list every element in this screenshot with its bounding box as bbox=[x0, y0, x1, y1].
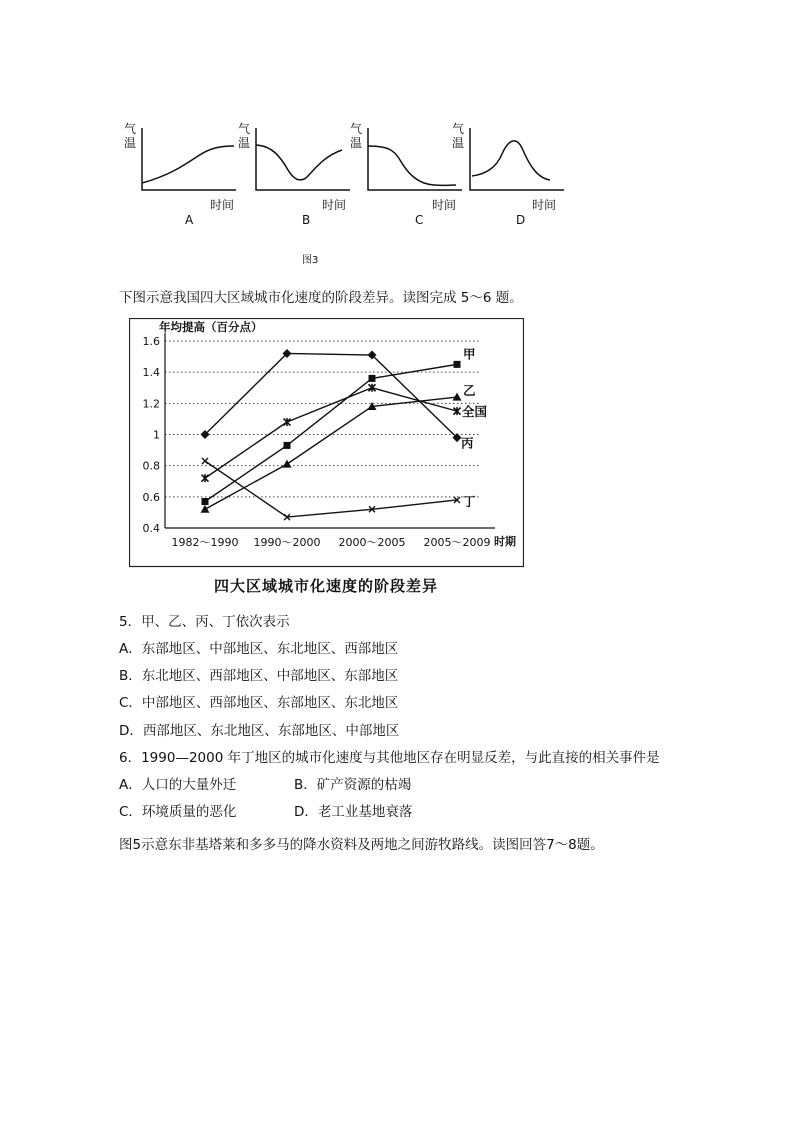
panel-a-letter: A bbox=[185, 213, 194, 227]
x-tick-label: 1990～2000 bbox=[253, 536, 321, 549]
series-label: 全国 bbox=[462, 404, 488, 420]
fig5-intro: 图5示意东非基塔莱和多多马的降水资料及两地之间游牧路线。读图回答7～8题。 bbox=[119, 837, 604, 853]
data-point bbox=[284, 442, 291, 449]
panel-b-plot bbox=[252, 128, 352, 196]
panel-c-letter: C bbox=[415, 213, 424, 227]
y-tick-label: 1 bbox=[153, 428, 160, 442]
q5-option-b[interactable]: B．东北地区、西部地区、中部地区、东部地区 bbox=[119, 668, 399, 684]
series-label: 丁 bbox=[463, 493, 476, 509]
figure-3-caption: 图3 bbox=[302, 255, 319, 266]
panel-b-ylabel: 气 温 bbox=[238, 122, 251, 150]
data-point bbox=[202, 498, 209, 505]
panel-d-curve bbox=[472, 141, 550, 180]
q5-option-d[interactable]: D．西部地区、东北地区、东部地区、中部地区 bbox=[119, 723, 400, 739]
y-tick-label: 0.6 bbox=[142, 490, 160, 504]
panel-c-curve bbox=[368, 146, 456, 185]
data-point bbox=[369, 375, 376, 382]
x-axis-label: 时期 bbox=[494, 535, 516, 548]
panel-d-plot bbox=[466, 128, 566, 196]
panel-a-plot bbox=[138, 128, 238, 196]
y-tick-label: 1.4 bbox=[142, 366, 160, 380]
q6-option-b[interactable]: B．矿产资源的枯竭 bbox=[294, 777, 412, 793]
panel-a-curve bbox=[142, 146, 234, 183]
panel-a-ylabel: 气 温 bbox=[124, 122, 137, 150]
panel-d-letter: D bbox=[516, 213, 526, 227]
panel-a-xlabel: 时间 bbox=[210, 198, 235, 212]
urbanization-chart bbox=[129, 318, 524, 568]
y-tick-label: 1.2 bbox=[142, 397, 160, 411]
x-tick-label: 1982～1990 bbox=[171, 536, 239, 549]
series-label: 丙 bbox=[461, 435, 474, 451]
panel-c-ylabel: 气 温 bbox=[350, 122, 363, 150]
panel-b-xlabel: 时间 bbox=[322, 198, 347, 212]
y-axis-label: 年均提高（百分点） bbox=[159, 320, 263, 334]
series-label: 甲 bbox=[463, 346, 476, 362]
panel-b-curve bbox=[256, 145, 342, 180]
q6-option-a[interactable]: A．人口的大量外迁 bbox=[119, 777, 237, 793]
panel-d-xlabel: 时间 bbox=[532, 198, 557, 212]
x-tick-label: 2005～2009 bbox=[423, 536, 491, 549]
q6-stem: 6．1990—2000 年丁地区的城市化速度与其他地区存在明显反差，与此直接的相关事件是 bbox=[119, 750, 660, 766]
q5-option-a[interactable]: A．东部地区、中部地区、东北地区、西部地区 bbox=[119, 641, 399, 657]
data-point bbox=[454, 361, 461, 368]
q6-option-c[interactable]: C．环境质量的恶化 bbox=[119, 804, 237, 820]
y-tick-label: 0.8 bbox=[142, 459, 160, 473]
q5-option-c[interactable]: C．中部地区、西部地区、东部地区、东北地区 bbox=[119, 695, 399, 711]
panel-c-plot bbox=[364, 128, 464, 196]
q5-stem: 5．甲、乙、丙、丁依次表示 bbox=[119, 614, 290, 630]
q6-option-d[interactable]: D．老工业基地衰落 bbox=[294, 804, 413, 820]
panel-d-ylabel: 气 温 bbox=[452, 122, 465, 150]
series-label: 乙 bbox=[463, 383, 476, 399]
panel-b-letter: B bbox=[302, 213, 311, 227]
chart-intro: 下图示意我国四大区域城市化速度的阶段差异。读图完成 5～6 题。 bbox=[119, 290, 523, 306]
chart-title: 四大区域城市化速度的阶段差异 bbox=[214, 577, 439, 595]
y-tick-label: 1.6 bbox=[142, 335, 160, 348]
x-tick-label: 2000～2005 bbox=[338, 536, 406, 549]
panel-c-xlabel: 时间 bbox=[432, 198, 457, 212]
y-tick-label: 0.4 bbox=[142, 522, 160, 535]
